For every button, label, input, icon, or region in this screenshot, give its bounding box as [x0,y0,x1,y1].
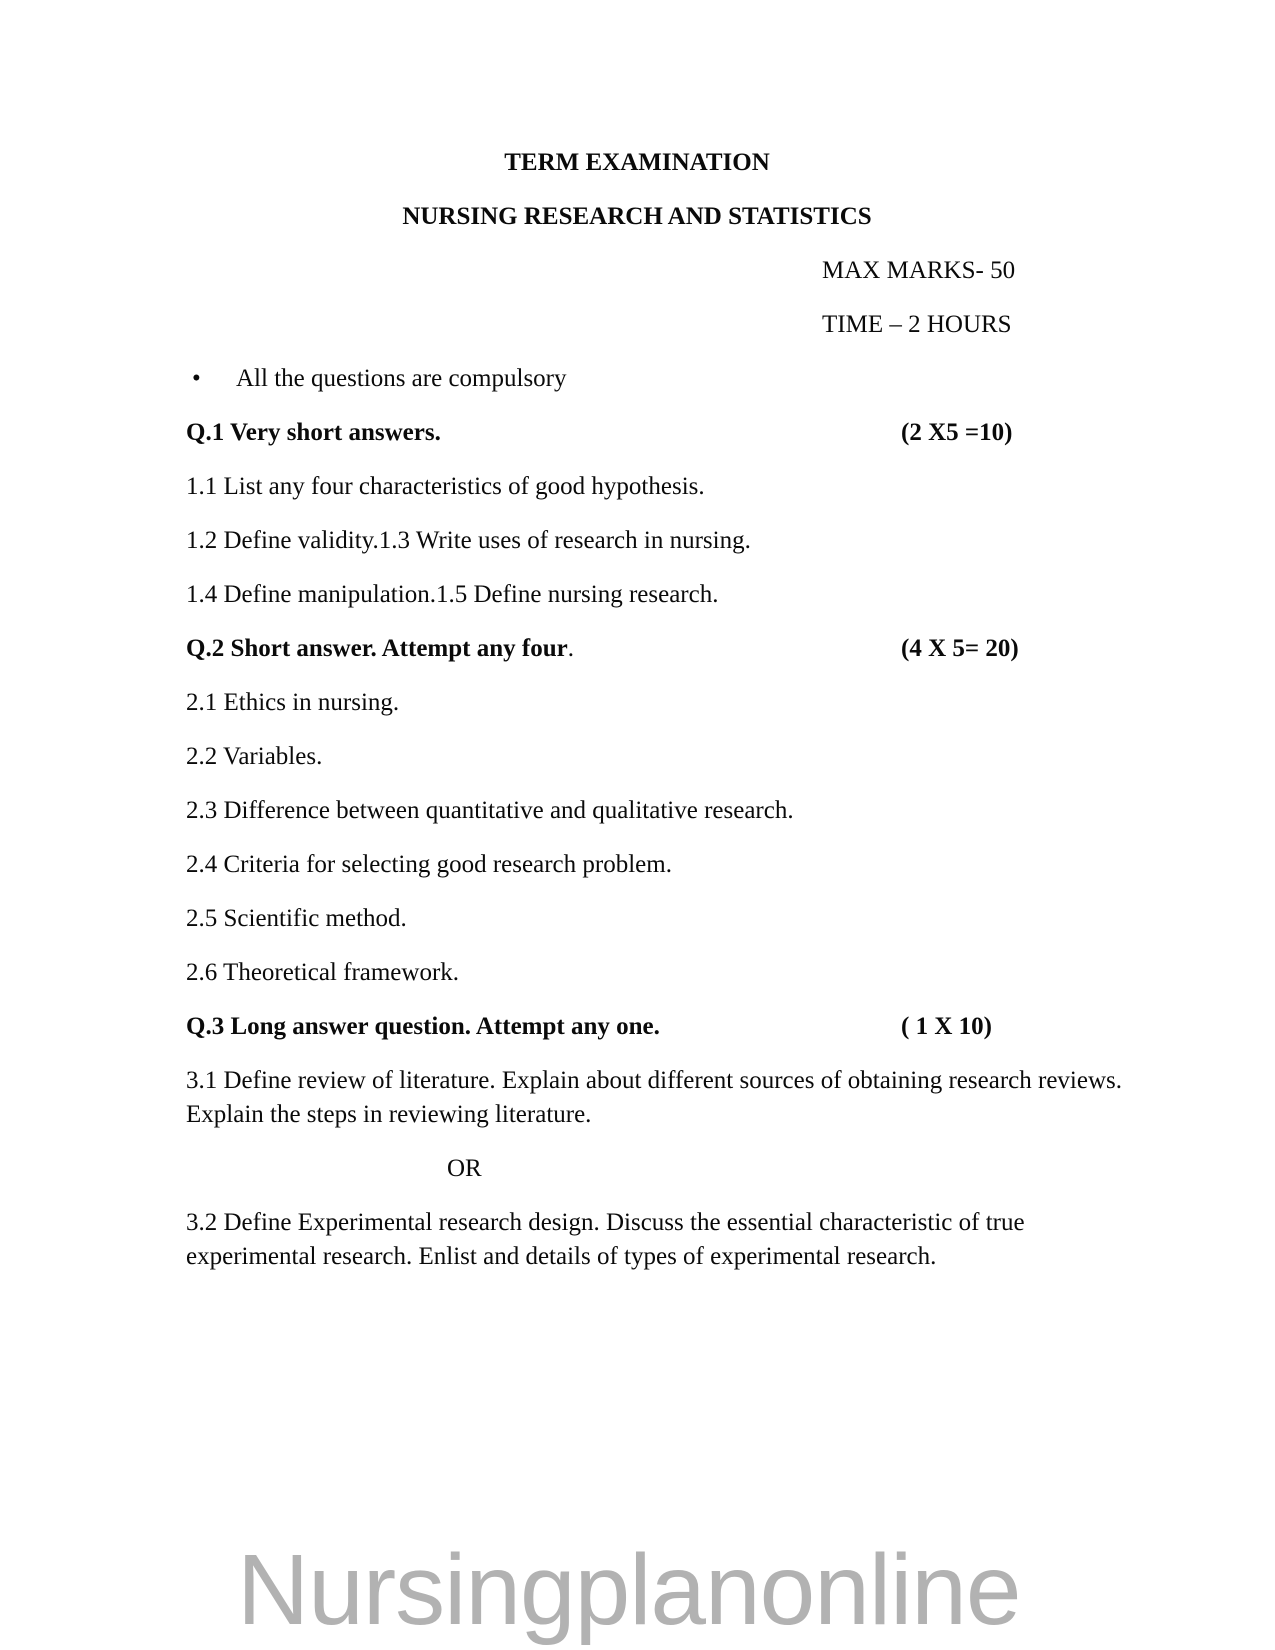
question-item-1-1: 1.1 List any four characteristics of good hypothesis. [186,473,705,500]
document-content [186,146,1126,1294]
question-item-2-3: 2.3 Difference between quantitative and qualitative research. [186,797,794,824]
bullet-icon: • [192,365,201,392]
question-item-2-1: 2.1 Ethics in nursing. [186,689,400,716]
exam-title: TERM EXAMINATION [504,149,770,176]
q3-heading-text: Q.3 Long answer question. Attempt any one. [186,1013,660,1040]
time-allowed: TIME – 2 HOURS [822,311,1012,338]
or-separator: OR [447,1155,482,1182]
question-item-2-4: 2.4 Criteria for selecting good research problem. [186,851,672,878]
section-q2-heading [186,632,1126,666]
question-item-3-1 [186,1064,1126,1132]
q1-marks-badge: (2 X5 =10) [901,419,1013,446]
section-q3-heading [186,1010,1126,1044]
question-item-3-2 [186,1206,1126,1274]
q2-marks-badge: (4 X 5= 20) [901,635,1019,662]
section-q1-heading [186,416,1126,450]
q2-heading-tail: . [567,635,574,662]
question-item-3-1-line-1: 3.1 Define review of literature. Explain about different sources of obtaining research reviews. [186,1067,1122,1094]
question-item-3-2-line-2: experimental research. Enlist and details of types of experimental research. [186,1243,937,1270]
instructions-text: All the questions are compulsory [236,365,567,392]
question-item-3-1-line-2: Explain the steps in reviewing literature. [186,1101,592,1128]
q2-heading-text: Q.2 Short answer. Attempt any four [186,635,568,662]
exam-subtitle: NURSING RESEARCH AND STATISTICS [402,203,872,230]
max-marks: MAX MARKS- 50 [822,257,1016,284]
question-item-1-2: 1.2 Define validity.1.3 Write uses of research in nursing. [186,527,751,554]
question-item-2-6: 2.6 Theoretical framework. [186,959,460,986]
question-item-3-2-line-1: 3.2 Define Experimental research design. Discuss the essential characteristic of true [186,1209,1025,1236]
watermark-text: Nursingplanonline [237,1534,1021,1646]
instructions-line [186,362,1126,396]
question-item-2-2: 2.2 Variables. [186,743,323,770]
q3-marks-badge: ( 1 X 10) [901,1013,992,1040]
question-item-1-4: 1.4 Define manipulation.1.5 Define nursing research. [186,581,719,608]
question-item-2-5: 2.5 Scientific method. [186,905,407,932]
q1-heading-text: Q.1 Very short answers. [186,419,441,446]
